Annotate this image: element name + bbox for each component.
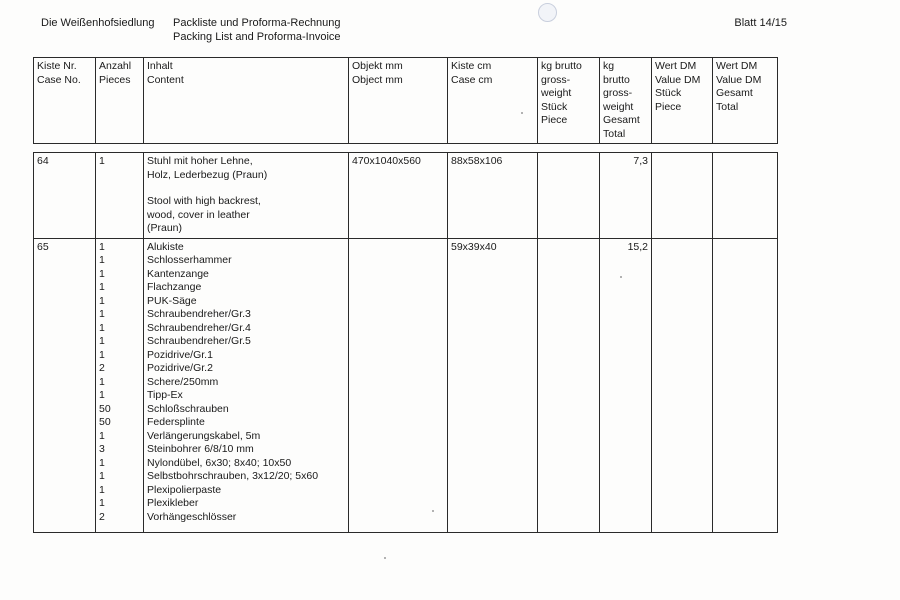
value-total-cell (713, 238, 778, 532)
col-header-object-mm: Objekt mm Object mm (349, 58, 448, 144)
col-header-pieces: Anzahl Pieces (96, 58, 144, 144)
piece-count: 1 (99, 321, 105, 334)
content-line: Schraubendreher/Gr.4 (147, 321, 251, 334)
col-header-weight-piece: kg brutto gross- weight Stück Piece (538, 58, 600, 144)
content-line: Plexipolierpaste (147, 483, 222, 496)
scan-speck (432, 510, 434, 512)
object-size-cell: 470x1040x560 (349, 153, 448, 239)
column-header-table (33, 57, 778, 144)
content-line: Holz, Lederbezug (Praun) (147, 168, 268, 181)
piece-count: 50 (99, 416, 111, 428)
col-header-case-no: Kiste Nr. Case No. (34, 58, 96, 144)
case-size-cell: 88x58x106 (448, 153, 538, 239)
packing-list-table (33, 152, 778, 533)
col-header-content: Inhalt Content (144, 58, 349, 144)
content-line: Flachzange (147, 281, 202, 293)
piece-count: 1 (99, 267, 105, 280)
piece-count: 1 (99, 497, 105, 509)
col-header-weight-total: kg brutto gross- weight Gesamt Total (600, 58, 652, 144)
case-number-cell: 64 (34, 153, 96, 239)
piece-count: 2 (99, 362, 105, 374)
content-line: Plexikleber (147, 497, 199, 509)
piece-count: 1 (99, 294, 105, 307)
weight-total-cell: 15,2 (600, 238, 652, 532)
content-line: Steinbohrer 6/8/10 mm (147, 443, 254, 455)
scan-speck (521, 112, 523, 114)
piece-count: 1 (99, 240, 105, 253)
content-cell (144, 153, 349, 239)
content-line: Pozidrive/Gr.1 (147, 348, 213, 361)
piece-count: 1 (99, 375, 105, 388)
col-header-value-piece: Wert DM Value DM Stück Piece (652, 58, 713, 144)
pieces-cell (96, 238, 144, 532)
case-row (34, 238, 778, 532)
document-title-en: Packing List and Proforma-Invoice (173, 31, 341, 43)
piece-count: 1 (99, 470, 105, 482)
document-title-de: Packliste und Proforma-Rechnung (173, 17, 341, 29)
value-piece-cell (652, 238, 713, 532)
pieces-cell (96, 153, 144, 239)
case-number-cell: 65 (34, 238, 96, 532)
weight-piece-cell (538, 238, 600, 532)
case-size-cell: 59x39x40 (448, 238, 538, 532)
piece-count: 1 (99, 429, 105, 442)
piece-count: 2 (99, 510, 105, 523)
scan-speck (620, 276, 622, 278)
piece-count: 1 (99, 483, 105, 496)
content-line: Tipp-Ex (147, 389, 183, 401)
value-total-cell (713, 153, 778, 239)
weight-piece-cell (538, 153, 600, 239)
content-line: Pozidrive/Gr.2 (147, 362, 213, 374)
col-header-case-cm: Kiste cm Case cm (448, 58, 538, 144)
content-line: Vorhängeschlösser (147, 510, 237, 523)
piece-count: 1 (99, 308, 105, 320)
content-line: Selbstbohrschrauben, 3x12/20; 5x60 (147, 470, 319, 482)
content-line: (Praun) (147, 222, 183, 234)
content-line: Schlosserhammer (147, 254, 232, 266)
value-piece-cell (652, 153, 713, 239)
content-line: Schere/250mm (147, 375, 219, 388)
content-line: Nylondübel, 6x30; 8x40; 10x50 (147, 456, 292, 469)
object-size-cell (349, 238, 448, 532)
weight-total-cell: 7,3 (600, 153, 652, 239)
content-line: Stuhl mit hoher Lehne, (147, 155, 253, 167)
case-rows (34, 153, 778, 533)
content-line: Schraubendreher/Gr.5 (147, 335, 251, 347)
content-cell (144, 238, 349, 532)
piece-count: 1 (99, 281, 105, 293)
content-line: Verlängerungskabel, 5m (147, 429, 261, 442)
piece-count: 1 (99, 389, 105, 401)
piece-count: 1 (99, 348, 105, 361)
scan-speck (384, 557, 386, 559)
content-line: wood, cover in leather (147, 208, 250, 221)
piece-count: 50 (99, 402, 111, 415)
content-line: Alukiste (147, 240, 184, 253)
content-line: Federsplinte (147, 416, 205, 428)
content-line: Stool with high backrest, (147, 195, 261, 207)
piece-count: 1 (99, 254, 105, 266)
organization-name: Die Weißenhofsiedlung (41, 17, 155, 29)
content-line: Schloßschrauben (147, 402, 229, 415)
sheet-number: Blatt 14/15 (734, 17, 787, 29)
punch-hole-mark (538, 3, 557, 22)
piece-count: 1 (99, 155, 105, 167)
piece-count: 1 (99, 456, 105, 469)
col-header-value-total: Wert DM Value DM Gesamt Total (713, 58, 778, 144)
document-title (173, 16, 341, 44)
piece-count: 3 (99, 443, 105, 455)
content-gap (147, 182, 345, 195)
piece-count: 1 (99, 335, 105, 347)
content-line: Kantenzange (147, 267, 209, 280)
content-line: Schraubendreher/Gr.3 (147, 308, 251, 320)
content-line: PUK-Säge (147, 294, 197, 307)
case-row (34, 153, 778, 239)
